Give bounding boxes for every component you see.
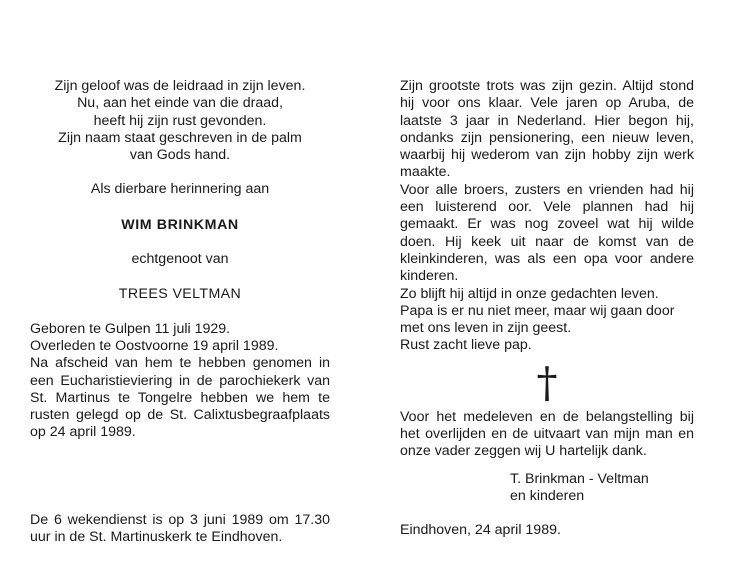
poem-line: Zijn naam staat geschreven in de palm (58, 129, 302, 146)
poem-line: van Gods hand. (129, 147, 231, 164)
family-paragraph: Zijn grootste trots was zijn gezin. Altijd stond hij voor ons klaar. Vele jaren op Aruba, de laatste 3 jaar in Nederland. Hier begon hij, ondanks zijn pensionering, een nieuw leven, waarbij hij wederom van zijn hobby zijn werk maakte. (400, 78, 694, 181)
poem-line: Zijn geloof was de leidraad in zijn leven. (54, 78, 306, 94)
poem-line: heeft hij zijn rust gevonden. (93, 112, 267, 129)
poem-line: Nu, aan het einde van die draad, (77, 95, 283, 112)
signature-family: en kinderen (510, 487, 585, 504)
place-date: Eindhoven, 24 april 1989. (400, 522, 561, 539)
poem (30, 78, 330, 164)
thanks-paragraph: Voor het medeleven en de belangstelling bij het overlijden en de uitvaart van mijn man en onze vader zeggen wij U hartelijk dank. (400, 408, 694, 460)
deceased-name: WIM BRINKMAN (121, 216, 239, 233)
funeral-paragraph: Na afscheid van hem te hebben genomen in een Eucharistieviering in de parochiekerk van St. Martinus te Tongelre hebben we hem te rusten gelegd op de St. Calixtusbegraafplaats op 24 april 1989. (30, 355, 330, 441)
left-column (30, 78, 330, 546)
cross-icon: † (536, 357, 558, 407)
spouse-label: echtgenoot van (131, 251, 229, 268)
closing-line: Papa is er nu niet meer, maar wij gaan door met ons leven in zijn geest. (400, 302, 675, 337)
service-paragraph: De 6 wekendienst is op 3 juni 1989 om 17.30 uur in de St. Martinuskerk te Eindhoven. (30, 511, 330, 546)
closing-line: Zo blijft hij altijd in onze gedachten leven. (400, 285, 659, 302)
spouse-name: TREES VELTMAN (118, 286, 242, 303)
death-line: Overleden te Oostvoorne 19 april 1989. (30, 337, 279, 354)
memory-line: Als dierbare herinnering aan (90, 181, 270, 198)
birth-line: Geboren te Gulpen 11 juli 1929. (30, 320, 231, 337)
friends-paragraph: Voor alle broers, zusters en vrienden had hij een luisterend oor. Vele plannen had hij gemaakt. Er was nog zoveel wat hij wilde doen. Hij keek uit naar de komst van de kleinkinderen, was als een opa voor andere kinderen. (400, 181, 694, 285)
closing-line: Rust zacht lieve pap. (400, 337, 532, 354)
signature-name: T. Brinkman - Veltman (510, 470, 649, 487)
right-column (400, 78, 694, 540)
